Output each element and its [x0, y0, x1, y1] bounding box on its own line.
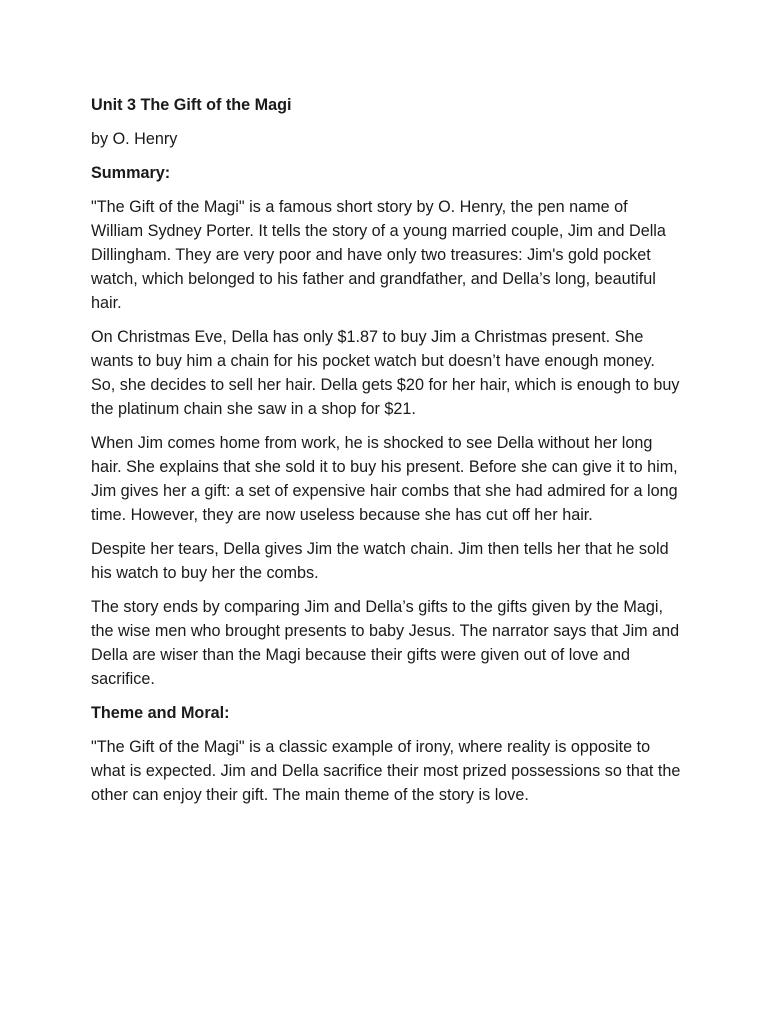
summary-heading: Summary: [91, 164, 171, 182]
summary-paragraph-3: When Jim comes home from work, he is shocked to see Della without her long hair. She explains that she sold it to buy his present. Before she can give it to him, Jim gives her a gift: a set of expensive hair combs that she had admired for a long time. However, they are now useless because she has cut off her hair. [91, 434, 678, 524]
summary-paragraph-1: "The Gift of the Magi" is a famous short story by O. Henry, the pen name of William Sydney Porter. It tells the story of a young married couple, Jim and Della Dillingham. They are very poor and have only two treasures: Jim's gold pocket watch, which belonged to his father and grandfather, and Della’s long, beautiful hair. [91, 198, 666, 312]
summary-paragraph-5: The story ends by comparing Jim and Della’s gifts to the gifts given by the Magi, the wise men who brought presents to baby Jesus. The narrator says that Jim and Della are wiser than the Magi because their gifts were given out of love and sacrifice. [91, 598, 680, 688]
theme-paragraph-1: "The Gift of the Magi" is a classic example of irony, where reality is opposite to what is expected. Jim and Della sacrifice their most prized possessions so that the other can enjoy their gift. The main theme of the story is love. [91, 738, 681, 804]
document-body [91, 93, 681, 817]
summary-paragraph-2: On Christmas Eve, Della has only $1.87 to buy Jim a Christmas present. She wants to buy him a chain for his pocket watch but doesn’t have enough money. So, she decides to sell her hair. Della gets $20 for her hair, which is enough to buy the platinum chain she saw in a shop for $21. [91, 328, 680, 418]
summary-paragraph-4: Despite her tears, Della gives Jim the watch chain. Jim then tells her that he sold his watch to buy her the combs. [91, 540, 669, 582]
document-title: Unit 3 The Gift of the Magi [91, 96, 292, 114]
author-line: by O. Henry [91, 130, 178, 148]
theme-heading: Theme and Moral: [91, 704, 230, 722]
